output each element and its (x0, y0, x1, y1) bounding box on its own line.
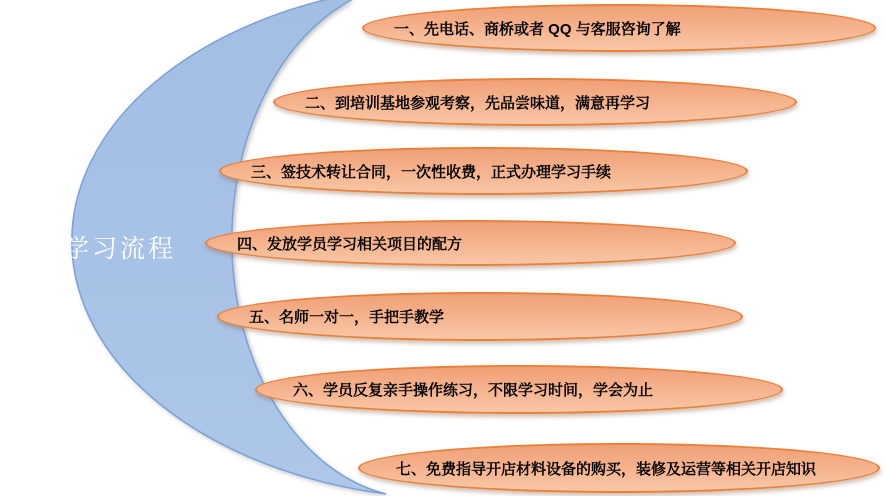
step-label-1: 一、先电话、商桥或者 QQ 与客服咨询了解 (394, 20, 681, 38)
step-label-5: 五、名师一对一，手把手教学 (249, 309, 445, 326)
step-ellipse-3 (219, 147, 748, 195)
step-ellipse-4 (205, 220, 736, 266)
step-ellipse-7 (358, 443, 880, 493)
step-label-3: 三、签技术转让合同，一次性收费，正式办理学习手续 (251, 163, 612, 181)
step-ellipse-5 (217, 292, 743, 341)
step-label-7: 七、免费指导开店材料设备的购买，装修及运营等相关开店知识 (396, 460, 817, 478)
step-label-2: 二、到培训基地参观考察，先品尝味道，满意再学习 (305, 94, 651, 112)
diagram-title: 学习流程 (63, 236, 176, 263)
step-ellipse-6 (255, 365, 783, 414)
step-label-4: 四、发放学员学习相关项目的配方 (237, 235, 463, 253)
step-ellipse-1 (362, 4, 876, 52)
step-label-6: 六、学员反复亲手操作练习，不限学习时间，学会为止 (293, 382, 654, 399)
step-ellipse-2 (273, 78, 797, 126)
